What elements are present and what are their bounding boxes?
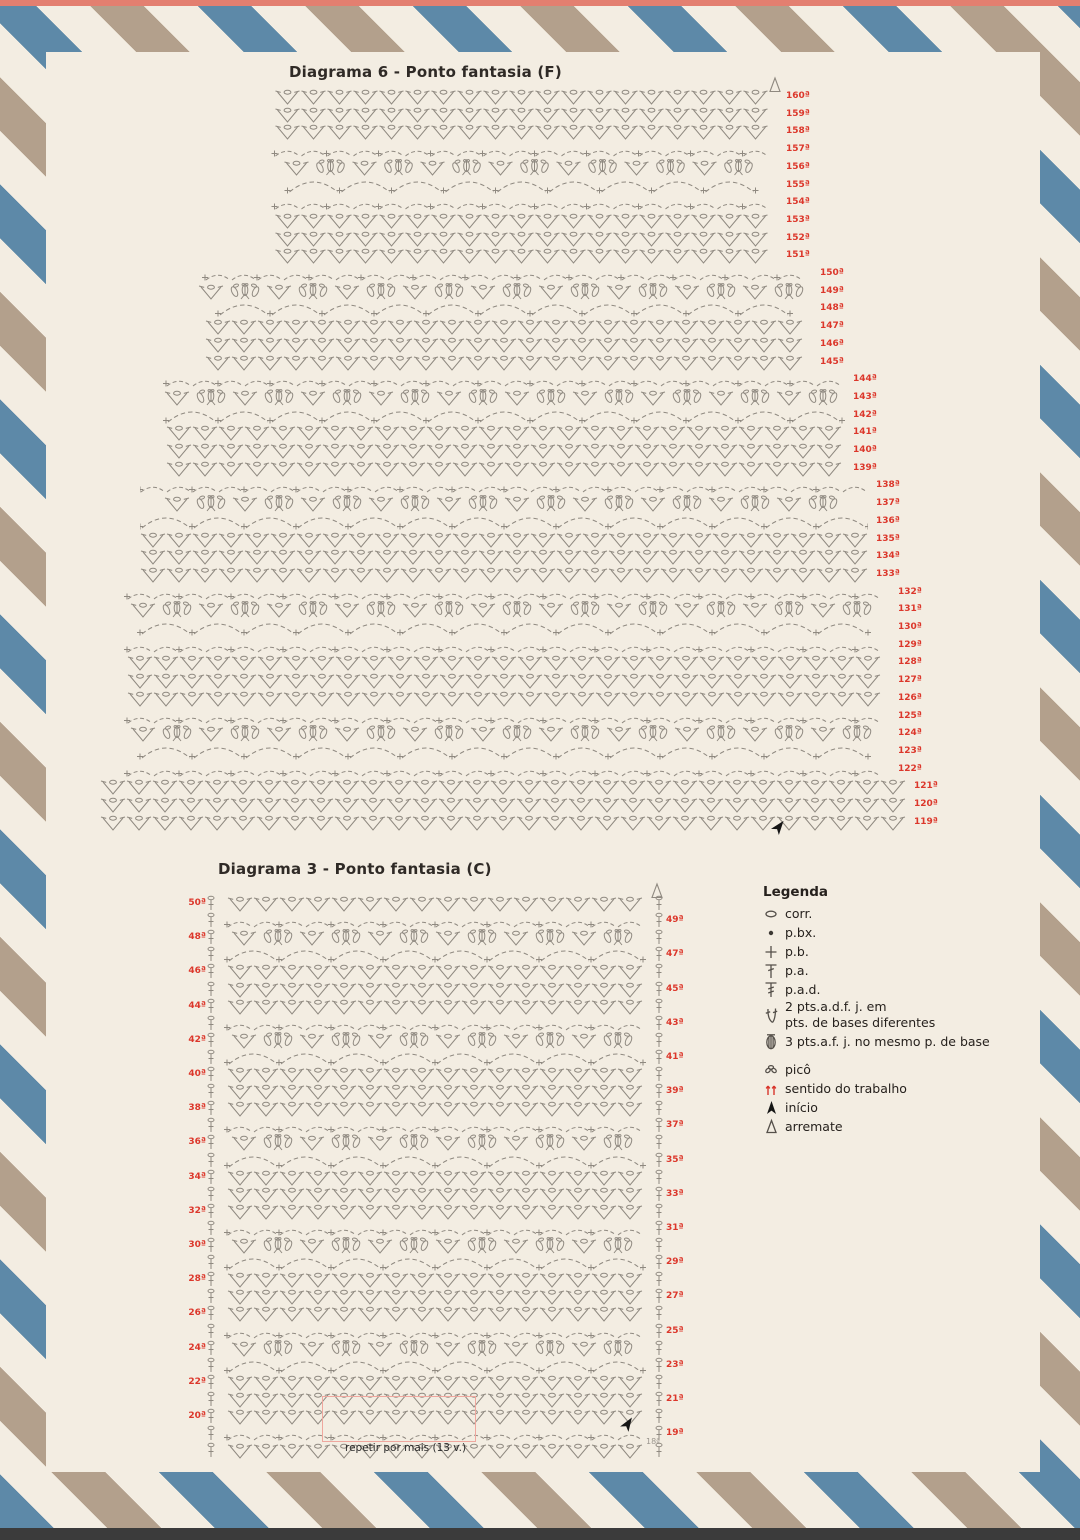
chart-row [207,1152,663,1170]
legend-item-label: p.a. [785,962,809,978]
chart-row [207,1117,663,1135]
row-number-label: 32ª [188,1205,206,1216]
row-number-label: 27ª [666,1291,684,1302]
chart-row [207,912,663,930]
chart-row [265,123,778,141]
chart-row [118,743,890,761]
row-number-label: 148ª [820,303,844,314]
row-number-label: 25ª [666,1325,684,1336]
row-number-label: 22ª [188,1376,206,1387]
chart-row [207,1340,663,1358]
row-number-label: 128ª [898,657,922,668]
chart-row [118,584,890,602]
chart-row [118,601,890,619]
chart-row [265,247,778,265]
row-number-label: 47ª [666,949,684,960]
row-number-label: 48ª [188,932,206,943]
chart-row [140,531,868,549]
row-number-label: 44ª [188,1000,206,1011]
row-number-label: 24ª [188,1342,206,1353]
legend-item-label: p.a.d. [785,981,821,997]
row-number-label: 149ª [820,285,844,296]
row-number-label: 152ª [786,232,810,243]
row-number-label: 45ª [666,983,684,994]
chart-row [118,619,890,637]
row-number-label: 153ª [786,214,810,225]
row-number-label: 133ª [876,568,900,579]
diagram3-title: Diagrama 3 - Ponto fantasia (C) [218,860,492,878]
legend-item-finish [763,1117,1003,1135]
row-number-label: 33ª [666,1188,684,1199]
row-number-label: 30ª [188,1240,206,1250]
row-number-label: 144ª [853,374,877,385]
row-number-label: 26ª [188,1308,206,1319]
row-number-label: 28ª [188,1274,206,1285]
chart-row [207,1083,663,1101]
row-number-label: 145ª [820,356,844,367]
legend-item-label: picô [785,1061,811,1077]
chart-row [207,1254,663,1272]
row-number-label: 136ª [876,515,900,526]
row-number-label: 125ª [898,710,922,721]
chart-row [265,212,778,230]
single-crochet-icon [763,942,781,960]
chart-row [196,354,812,372]
legend-item-single-crochet [763,942,1003,960]
picot-icon [763,1060,781,1078]
2dc-together-icon [763,1006,781,1024]
row-number-label: 151ª [786,250,810,261]
legend-item-start [763,1098,1003,1116]
start-icon [763,1098,781,1116]
row-number-label: 143ª [853,391,877,402]
finish-triangle-icon [650,882,664,903]
chart-row [265,88,778,106]
chart-row [207,1305,663,1323]
chart-row [265,177,778,195]
chart-row [100,778,906,796]
row-number-label: 124ª [898,728,922,739]
chain-icon [763,904,781,922]
row-number-label: 29ª [666,1257,684,1268]
treble-crochet-icon [763,980,781,998]
double-crochet-icon [763,961,781,979]
chart-row [196,283,812,301]
legend-item-2dc-together [763,999,1003,1031]
legend-item-slip-stitch [763,923,1003,941]
row-number-label: 121ª [914,781,938,792]
row-number-label: 131ª [898,604,922,615]
row-number-label: 34ª [188,1171,206,1182]
legend-item-label: arremate [785,1118,843,1134]
row-number-label: 156ª [786,161,810,172]
repeat-section-box [322,1396,476,1442]
row-number-label: 142ª [853,409,877,420]
chart-row [207,1220,663,1238]
chart-row [118,690,890,708]
legend-item-label: 3 pts.a.f. j. no mesmo p. de base [785,1033,990,1049]
chart-row [118,637,890,655]
chart-row [207,1271,663,1289]
chart-row [207,1100,663,1118]
chart-row [163,460,845,478]
row-number-label: 37ª [666,1120,684,1131]
work-direction-icon [763,1079,781,1097]
chart-row [118,725,890,743]
chart-row [207,946,663,964]
row-number-label: 146ª [820,338,844,349]
finish-icon [763,1117,781,1135]
row-number-label: 154ª [786,197,810,208]
row-number-label: 130ª [898,622,922,632]
row-number-label: 129ª [898,639,922,650]
row-number-label: 123ª [898,745,922,756]
chart-row [118,672,890,690]
chart-row [100,796,906,814]
chart-row [207,1374,663,1392]
chart-row [207,1186,663,1204]
legend-item-treble-crochet [763,980,1003,998]
row-number-label: 138ª [876,480,900,491]
row-number-label: 122ª [898,763,922,774]
row-number-label: 19ª [666,1428,684,1439]
chart-row [140,566,868,584]
chart-row [265,194,778,212]
chart-row [207,1015,663,1033]
chart-row [163,442,845,460]
row-number-label: 135ª [876,533,900,544]
chart-row [196,318,812,336]
chart-row [265,106,778,124]
row-number-label: 23ª [666,1359,684,1370]
bottom-dark-bar [0,1528,1080,1540]
legend-title: Legenda [763,884,828,900]
finish-triangle-icon [768,76,782,97]
foundation-row-label: 18ª [646,1437,660,1446]
row-number-label: 46ª [188,966,206,977]
row-number-label: 141ª [853,427,877,438]
row-number-label: 49ª [666,915,684,926]
legend-item-chain [763,904,1003,922]
row-number-label: 147ª [820,321,844,332]
row-number-label: 140ª [853,445,877,455]
legend-item-work-direction [763,1079,1003,1097]
row-number-label: 157ª [786,144,810,155]
row-number-label: 119ª [914,816,938,827]
slip-stitch-icon [763,923,781,941]
legend-items [763,904,1003,1135]
chart-row [118,654,890,672]
row-number-label: 134ª [876,551,900,562]
chart-row [118,761,890,779]
row-number-label: 150ª [820,268,844,278]
chart-row [196,336,812,354]
row-number-label: 43ª [666,1017,684,1028]
chart-row [207,1237,663,1255]
chart-row [207,981,663,999]
chart-row [265,141,778,159]
repeat-note: repetir por mais (13 v.) [345,1442,467,1454]
chart-row [163,389,845,407]
row-number-label: 39ª [666,1086,684,1097]
diagram6-title: Diagrama 6 - Ponto fantasia (F) [289,63,562,81]
legend-item-puff-stitch [763,1032,1003,1050]
row-number-label: 21ª [666,1393,684,1404]
row-number-label: 155ª [786,179,810,190]
row-number-label: 20ª [188,1411,206,1421]
legend-item-label: p.b. [785,943,809,959]
row-number-label: 126ª [898,692,922,703]
chart-row [207,963,663,981]
row-number-label: 127ª [898,675,922,686]
chart-row [140,548,868,566]
row-number-label: 159ª [786,108,810,119]
row-number-label: 41ª [666,1051,684,1062]
chart-row [207,1288,663,1306]
chart-row [140,513,868,531]
row-number-label: 137ª [876,498,900,509]
chart-row [207,1049,663,1067]
chart-row [207,1169,663,1187]
chart-row [207,1134,663,1152]
chart-row [163,407,845,425]
chart-row [265,230,778,248]
chart-row [196,300,812,318]
chart-row [207,895,663,913]
row-number-label: 35ª [666,1154,684,1165]
legend-item-double-crochet [763,961,1003,979]
chart-row [207,929,663,947]
chart-row [140,495,868,513]
chart-row [207,1203,663,1221]
row-number-label: 139ª [853,462,877,473]
chart-row [207,998,663,1016]
legend-item-picot [763,1060,1003,1078]
row-number-label: 40ª [188,1069,206,1079]
chart-row [140,477,868,495]
chart-row [207,1323,663,1341]
legend-item-label: p.bx. [785,924,817,940]
legend [763,884,1003,1136]
row-number-label: 132ª [898,586,922,597]
chart-row [265,159,778,177]
chart-row [196,265,812,283]
chart-row [163,424,845,442]
chart-row [118,708,890,726]
row-number-label: 50ª [188,898,206,908]
row-number-label: 160ª [786,91,810,101]
legend-item-label: início [785,1099,818,1115]
row-number-label: 42ª [188,1034,206,1045]
row-number-label: 31ª [666,1222,684,1233]
row-number-label: 120ª [914,799,938,809]
chart-row [207,1357,663,1375]
row-number-label: 158ª [786,126,810,137]
row-number-label: 38ª [188,1103,206,1114]
chart-row [163,371,845,389]
row-number-label: 36ª [188,1137,206,1148]
legend-item-label: corr. [785,905,813,921]
legend-item-label: sentido do trabalho [785,1080,907,1096]
chart-row [207,1066,663,1084]
chart-row [207,1032,663,1050]
legend-item-label: 2 pts.a.d.f. j. em pts. de bases diferentes [785,999,936,1030]
puff-stitch-icon [763,1032,781,1050]
